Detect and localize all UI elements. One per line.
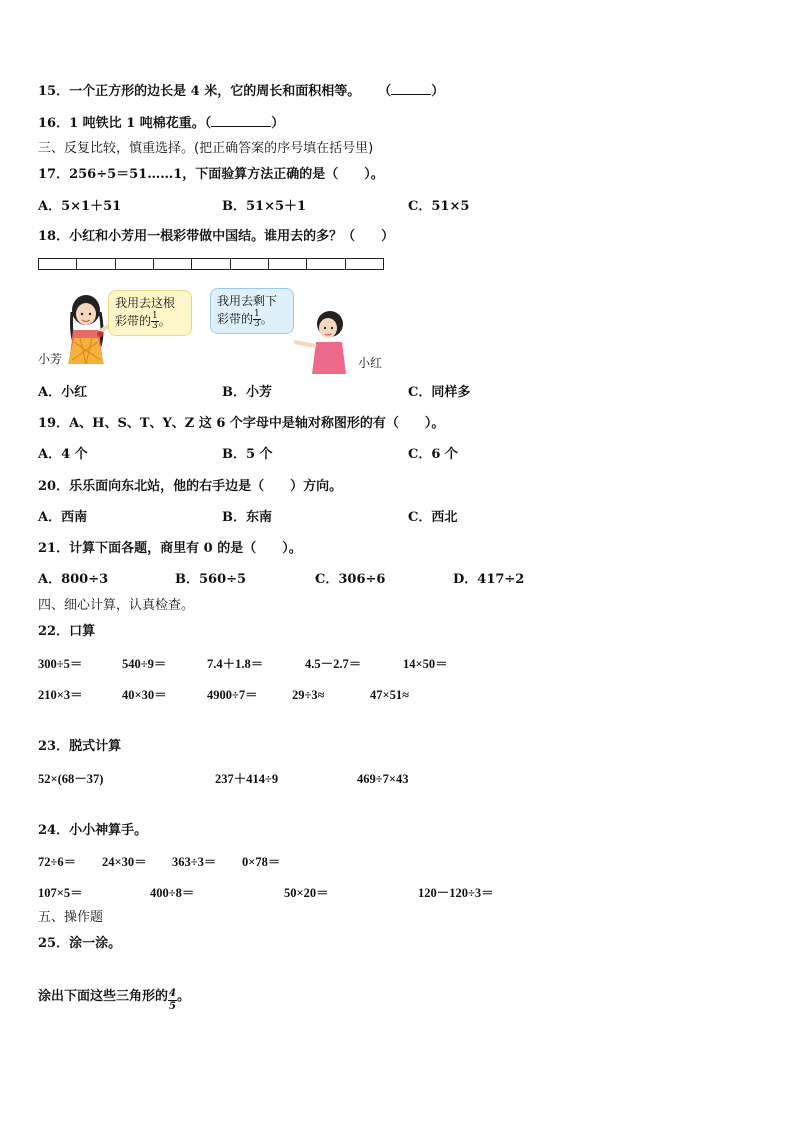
question-22-title: 22．口算 [38,624,96,639]
step-calc-item: 52×(68－37) [38,772,104,786]
fraction-numerator: 1 [152,311,158,321]
fraction-denominator: 3 [254,319,260,329]
quick-calc-item: 0×78＝ [242,855,281,869]
fraction-numerator: 4 [169,988,176,999]
speech-bubble-xiaohong [210,288,294,334]
q19-option-c[interactable]: C．6 个 [408,447,458,462]
fraction-denominator: 5 [169,1001,176,1012]
bubble-right-suffix: 。 [260,312,273,326]
ribbon-segment [231,259,269,269]
ribbon-strip [38,258,384,270]
fraction-one-third-right [253,310,261,329]
bubble-left-line1: 我用去这根 [115,296,176,310]
question-15-paren-open: （ [378,84,392,99]
question-23-title: 23．脱式计算 [38,739,122,754]
fraction-one-third-left [151,312,159,331]
answer-blank-15[interactable] [391,82,431,95]
q18-option-b[interactable]: B．小芳 [222,385,272,400]
question-16 [38,114,284,133]
bubble-right-line2 [217,310,287,329]
q17-option-c[interactable]: C．51×5 [408,199,470,214]
q21-option-d[interactable]: D．417÷2 [453,572,525,587]
q17-option-b[interactable]: B．51×5＋1 [222,199,307,214]
mental-calc-item: 7.4＋1.8＝ [207,657,264,671]
question-25-suffix: 。 [176,989,190,1004]
question-20: 20．乐乐面向东北站，他的右手边是（ ）方向。 [38,479,343,494]
quick-calc-item: 72÷6＝ [38,855,77,869]
step-calc-item: 469÷7×43 [357,772,409,786]
q21-option-a[interactable]: A．800÷3 [38,572,109,587]
q20-option-a[interactable]: A．西南 [38,510,88,525]
ribbon-segment [192,259,230,269]
mental-calc-item: 4.5－2.7＝ [305,657,362,671]
ribbon-segment [346,259,383,269]
ribbon-segment [116,259,154,269]
section-4-heading: 四、细心计算，认真检查。 [38,598,195,613]
mental-calc-item: 14×50＝ [403,657,448,671]
bubble-right-prefix: 彩带的 [217,312,254,326]
q18-option-a[interactable]: A．小红 [38,385,88,400]
fraction-four-fifths [168,988,177,1013]
bubble-right-line1: 我用去剩下 [217,294,278,308]
ribbon-segment [154,259,192,269]
question-24-title: 24．小小神算手。 [38,823,148,838]
question-17: 17．256÷5＝51……1，下面验算方法正确的是（ ）。 [38,167,384,182]
girl-xiaohong-illustration [288,308,354,374]
mental-calc-item: 300÷5＝ [38,657,83,671]
ribbon-segment [307,259,345,269]
quick-calc-item: 400÷8＝ [150,886,195,900]
q17-option-a[interactable]: A．5×1＋51 [38,199,122,214]
bubble-left-suffix: 。 [158,314,171,328]
fraction-numerator: 1 [254,309,260,319]
question-25-instruction: 涂出下面这些三角形的 [38,989,169,1004]
mental-calc-item: 47×51≈ [370,688,409,702]
step-calc-item: 237＋414÷9 [215,772,279,786]
mental-calc-item: 40×30＝ [122,688,167,702]
q20-option-c[interactable]: C．西北 [408,510,458,525]
question-15-text: 15．一个正方形的边长是 4 米，它的周长和面积相等。 [38,84,361,99]
q18-option-c[interactable]: C．同样多 [408,385,471,400]
question-15-paren-close: ） [431,84,445,99]
question-25-title: 25．涂一涂。 [38,936,122,951]
mental-calc-item: 210×3＝ [38,688,83,702]
section-3-heading: 三、反复比较，慎重选择。(把正确答案的序号填在括号里) [38,141,374,156]
name-label-xiaofang: 小芳 [38,352,63,366]
question-21: 21．计算下面各题，商里有 0 的是（ ）。 [38,541,302,556]
section-5-heading: 五、操作题 [38,910,104,925]
q19-option-a[interactable]: A．4 个 [38,447,88,462]
bubble-left-line2 [115,312,185,331]
bubble-left-prefix: 彩带的 [115,314,152,328]
ribbon-segment [39,259,77,269]
ribbon-segment [77,259,115,269]
name-label-xiaohong: 小红 [358,356,383,370]
quick-calc-item: 120－120÷3＝ [418,886,494,900]
quick-calc-item: 107×5＝ [38,886,83,900]
quick-calc-item: 363÷3＝ [172,855,217,869]
question-25-text [38,988,190,1013]
fraction-denominator: 3 [152,321,158,331]
mental-calc-item: 4900÷7＝ [207,688,258,702]
question-18: 18．小红和小芳用一根彩带做中国结。谁用去的多？（ ） [38,229,395,244]
speech-bubble-xiaofang [108,290,192,336]
q19-option-b[interactable]: B．5 个 [222,447,273,462]
answer-blank-16[interactable] [211,114,271,127]
question-15 [38,82,444,101]
mental-calc-item: 540÷9＝ [122,657,167,671]
quick-calc-item: 50×20＝ [284,886,329,900]
mental-calc-item: 29÷3≈ [292,688,325,702]
q21-option-b[interactable]: B．560÷5 [175,572,247,587]
question-16-paren-close: ） [271,116,285,131]
q21-option-c[interactable]: C．306÷6 [315,572,386,587]
question-19: 19．A、H、S、T、Y、Z 这 6 个字母中是轴对称图形的有（ ）。 [38,416,445,431]
question-16-text: 16．1 吨铁比 1 吨棉花重。（ [38,116,212,131]
ribbon-segment [269,259,307,269]
q20-option-b[interactable]: B．东南 [222,510,272,525]
quick-calc-item: 24×30＝ [102,855,147,869]
